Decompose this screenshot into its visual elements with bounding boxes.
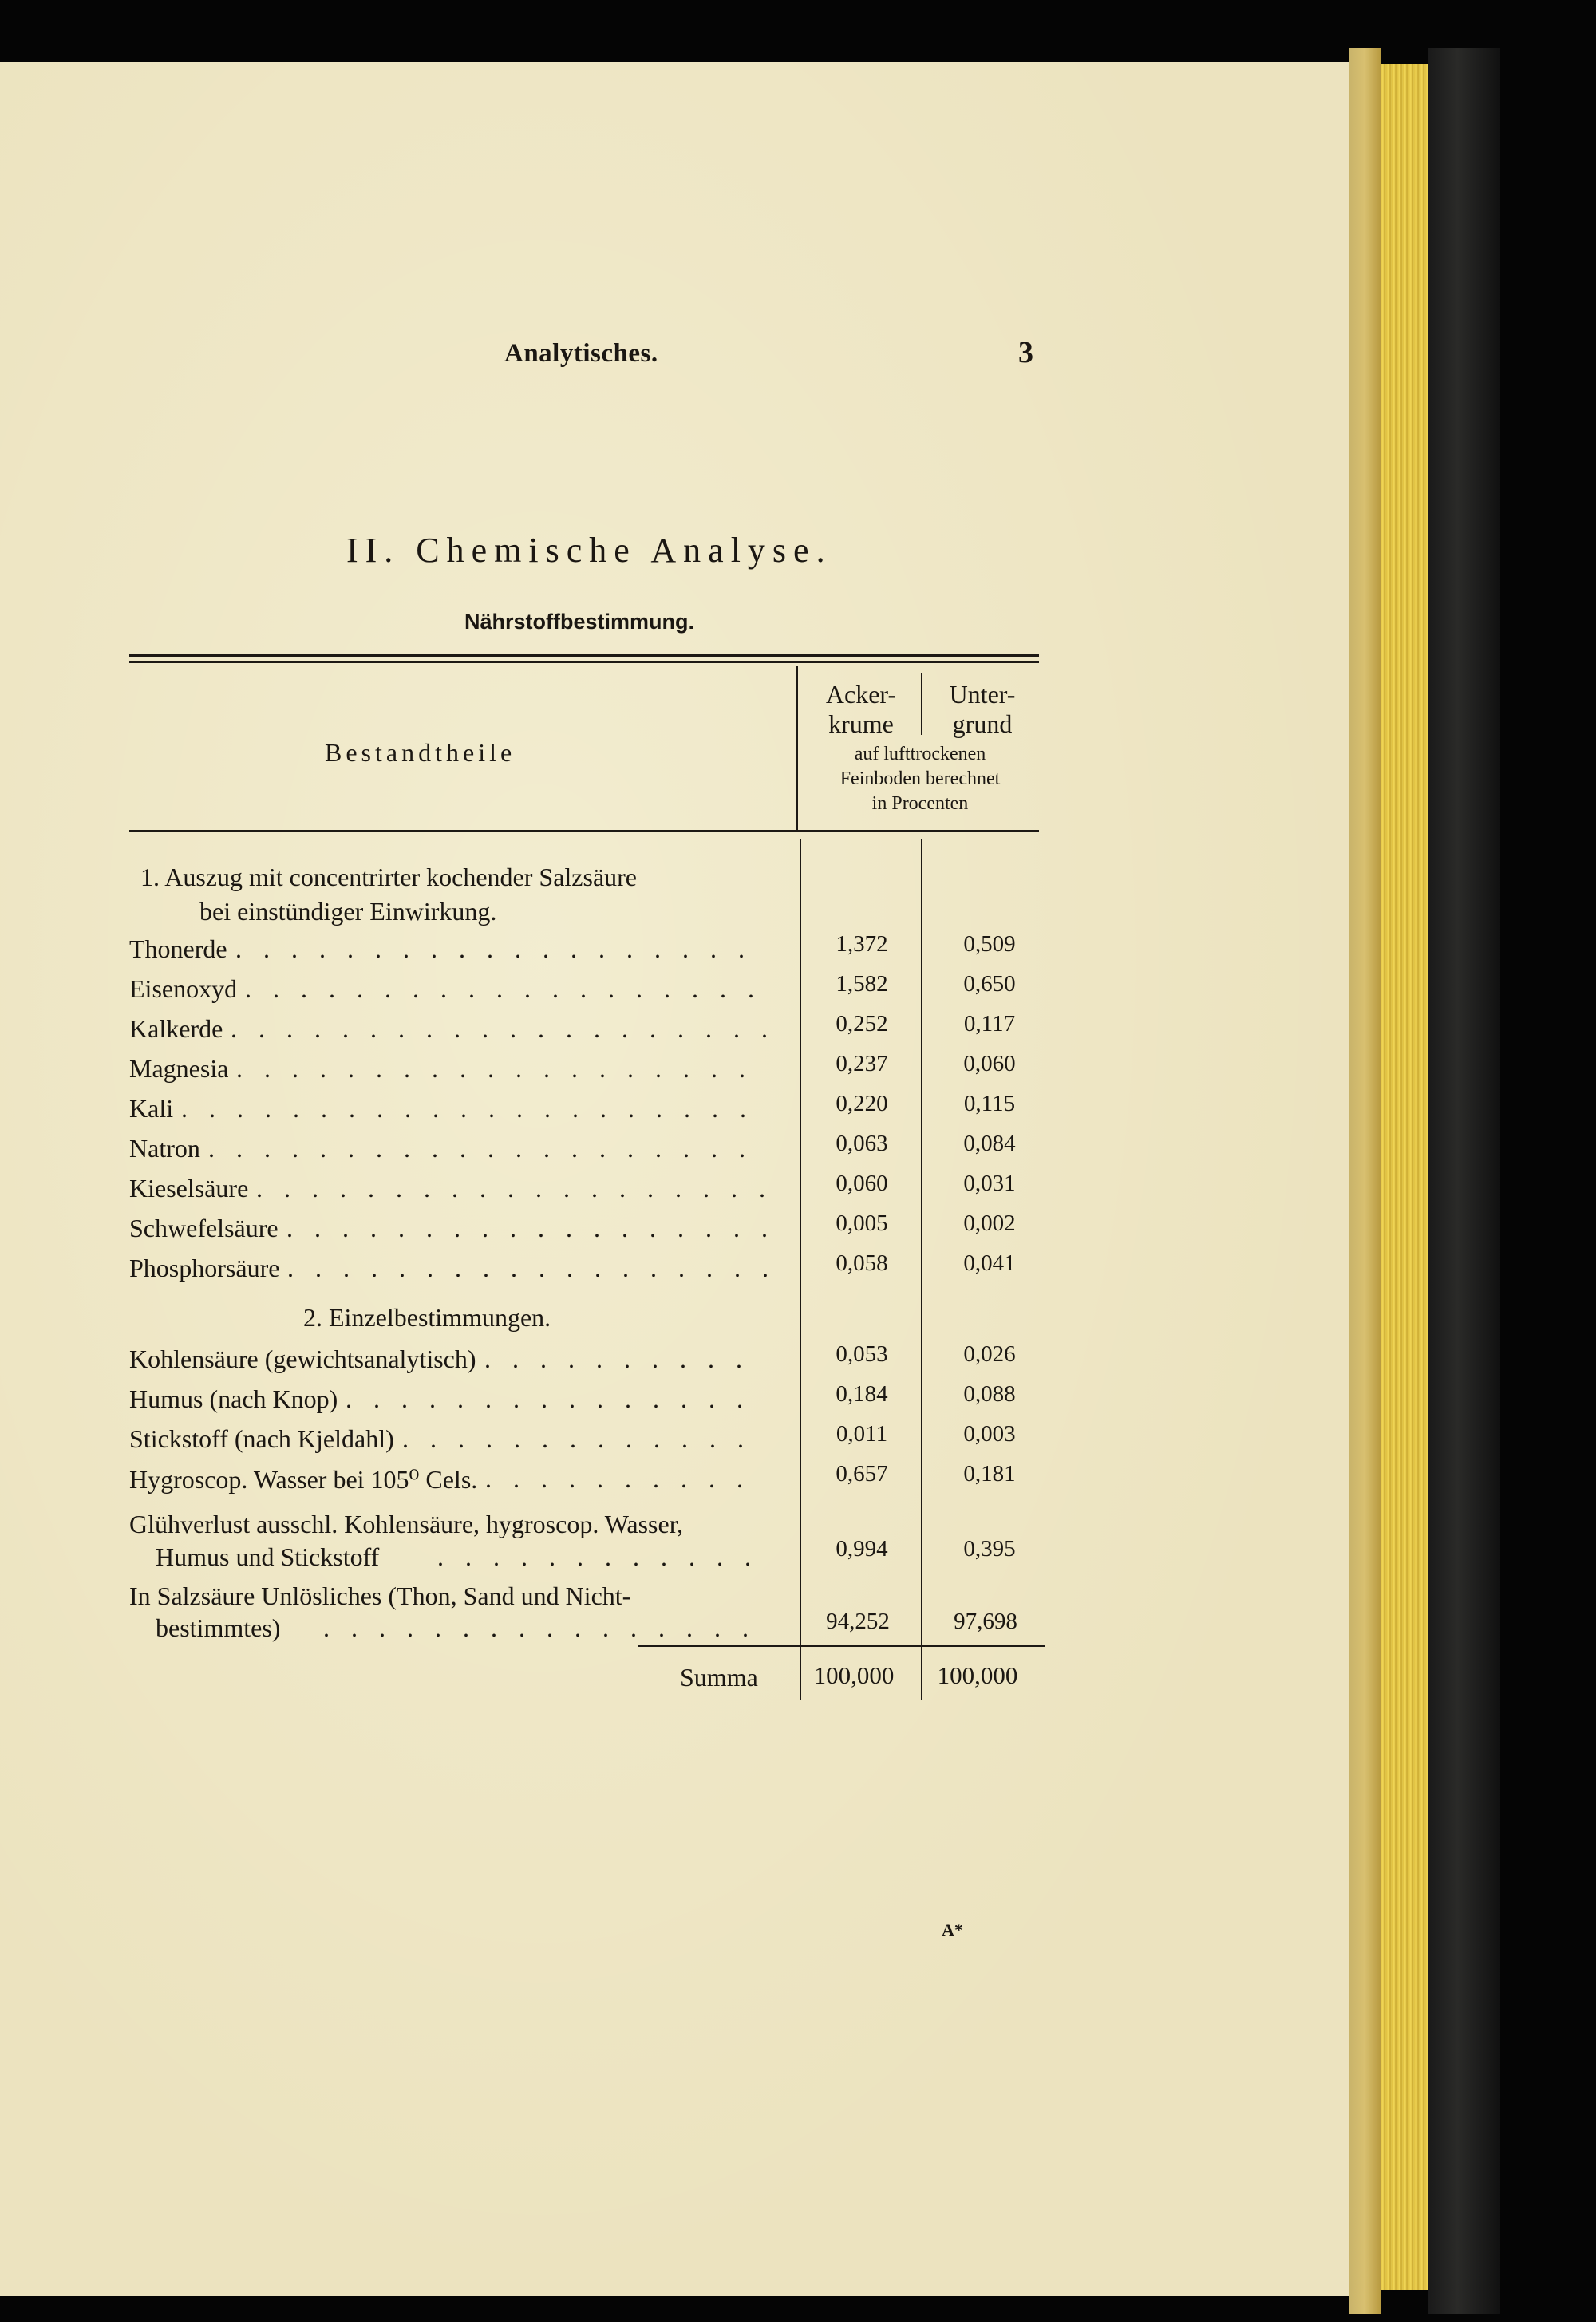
page-gutter: [1349, 48, 1381, 2314]
dot-leader: . . . . . . . . . . . . . . . . . .: [287, 1254, 776, 1279]
value-untergrund: 0,509: [963, 931, 1016, 957]
value-untergrund: 0,026: [963, 1341, 1016, 1367]
unloesliches-leader: . . . . . . . . . . . . . . . .: [323, 1613, 757, 1639]
total-label: Summa: [680, 1663, 758, 1692]
book-cover: [1428, 48, 1500, 2314]
row-label: Phosphorsäure: [129, 1254, 280, 1282]
row-label: Thonerde: [129, 934, 227, 963]
group1-heading-line2: bei einstündiger Einwirkung.: [200, 897, 497, 926]
value-ackerkrume: 0,053: [836, 1341, 888, 1367]
body-col-divider-1: [800, 839, 801, 1700]
dot-leader: . . . . . . . . . .: [484, 1345, 750, 1370]
dot-leader: . . . . . . . . . . . . . . . . . . .: [256, 1174, 773, 1199]
row-label: Kohlensäure (gewichtsanalytisch): [129, 1345, 476, 1373]
value-ackerkrume: 0,184: [836, 1381, 888, 1407]
unit-note: auf lufttrockenen Feinboden berechnet in Procenten: [839, 744, 1001, 814]
dot-leader: . . . . . . . . . . . . . . . . . . . .: [208, 1134, 753, 1159]
value-untergrund: 0,060: [963, 1051, 1016, 1076]
value-untergrund: 0,002: [963, 1210, 1016, 1236]
row-label: Kieselsäure: [129, 1174, 249, 1202]
dot-leader: . . . . . . . . . . . . . . . . . .: [286, 1214, 776, 1239]
subtitle: Nährstoffbestimmung.: [464, 610, 695, 634]
dot-leader: . . . . . . . . . . . . . . . . . . . . .: [181, 1094, 754, 1120]
row-label: Kalkerde: [129, 1014, 223, 1043]
dot-leader: . . . . . . . . . .: [485, 1464, 751, 1490]
dot-leader: . . . . . . . . . . . . . . . . . . .: [236, 1054, 753, 1080]
group1-heading-line1: 1. Auszug mit concentrirter kochender Salzsäure: [140, 863, 637, 891]
value-untergrund: 0,115: [963, 1091, 1016, 1116]
running-title: Analytisches.: [504, 339, 658, 368]
value-untergrund: 0,117: [963, 1011, 1016, 1037]
column-header-untergrund: Unter- grund: [949, 680, 1016, 738]
value-ackerkrume: 0,063: [836, 1131, 888, 1156]
value-ackerkrume: 0,060: [836, 1171, 888, 1196]
dot-leader: . . . . . . . . . . . . . . .: [346, 1384, 751, 1410]
dot-leader: . . . . . . . . . . . . . . . . . . .: [245, 974, 762, 1000]
column-header-bestandtheile: Bestandtheile: [325, 738, 516, 767]
row-label: Magnesia: [129, 1054, 229, 1083]
value-untergrund: 0,084: [963, 1131, 1016, 1156]
row-label: Hygroscop. Wasser bei 105⁰ Cels.: [129, 1465, 478, 1494]
unloesliches-ackerkrume: 94,252: [826, 1609, 890, 1634]
gluehverlust-leader: . . . . . . . . . . . .: [437, 1542, 759, 1568]
section-title: II. Chemische Analyse.: [346, 531, 832, 570]
value-untergrund: 0,181: [963, 1461, 1016, 1487]
value-untergrund: 0,041: [963, 1250, 1016, 1276]
dot-leader: . . . . . . . . . . . . .: [402, 1424, 752, 1450]
value-untergrund: 0,031: [963, 1171, 1016, 1196]
value-ackerkrume: 1,582: [836, 971, 888, 997]
sum-rule: [638, 1645, 1045, 1647]
header-col-divider: [796, 666, 798, 832]
row-label: Kali: [129, 1094, 174, 1123]
value-untergrund: 0,088: [963, 1381, 1016, 1407]
row-label: Stickstoff (nach Kjeldahl): [129, 1424, 394, 1453]
row-label: Eisenoxyd: [129, 974, 238, 1003]
page-edges: [1381, 64, 1428, 2290]
value-ackerkrume: 0,252: [836, 1011, 888, 1037]
total-untergrund: 100,000: [937, 1661, 1018, 1689]
value-untergrund: 0,650: [963, 971, 1016, 997]
unloesliches-line2: bestimmtes): [156, 1613, 281, 1642]
gluehverlust-ackerkrume: 0,994: [836, 1536, 888, 1562]
table-top-rule-inner: [129, 661, 1039, 663]
gluehverlust-line2: Humus und Stickstoff: [156, 1542, 380, 1571]
value-ackerkrume: 0,005: [836, 1210, 888, 1236]
header-bottom-rule: [129, 830, 1039, 832]
table-top-rule: [129, 654, 1039, 657]
value-ackerkrume: 0,657: [836, 1461, 888, 1487]
value-ackerkrume: 0,220: [836, 1091, 888, 1116]
unloesliches-line1: In Salzsäure Unlösliches (Thon, Sand und Nicht-: [129, 1582, 631, 1610]
gluehverlust-untergrund: 0,395: [963, 1536, 1016, 1562]
row-label: Schwefelsäure: [129, 1214, 279, 1242]
value-ackerkrume: 0,011: [836, 1421, 888, 1447]
dot-leader: . . . . . . . . . . . . . . . . . . .: [235, 934, 753, 960]
column-header-ackerkrume: Acker- krume: [825, 680, 897, 738]
unloesliches-untergrund: 97,698: [954, 1609, 1017, 1634]
dot-leader: . . . . . . . . . . . . . . . . . . . .: [231, 1014, 776, 1040]
page-number: 3: [1018, 336, 1034, 369]
value-ackerkrume: 0,058: [836, 1250, 888, 1276]
value-untergrund: 0,003: [963, 1421, 1016, 1447]
value-ackerkrume: 1,372: [836, 931, 888, 957]
value-ackerkrume: 0,237: [836, 1051, 888, 1076]
total-ackerkrume: 100,000: [813, 1661, 895, 1689]
signature-mark: A*: [942, 1920, 963, 1940]
row-label: Natron: [129, 1134, 200, 1163]
group2-heading: 2. Einzelbestimmungen.: [303, 1303, 551, 1332]
gluehverlust-line1: Glühverlust ausschl. Kohlensäure, hygroscop. Wasser,: [129, 1510, 684, 1538]
row-label: Humus (nach Knop): [129, 1384, 338, 1413]
header-subcol-divider: [921, 673, 922, 735]
